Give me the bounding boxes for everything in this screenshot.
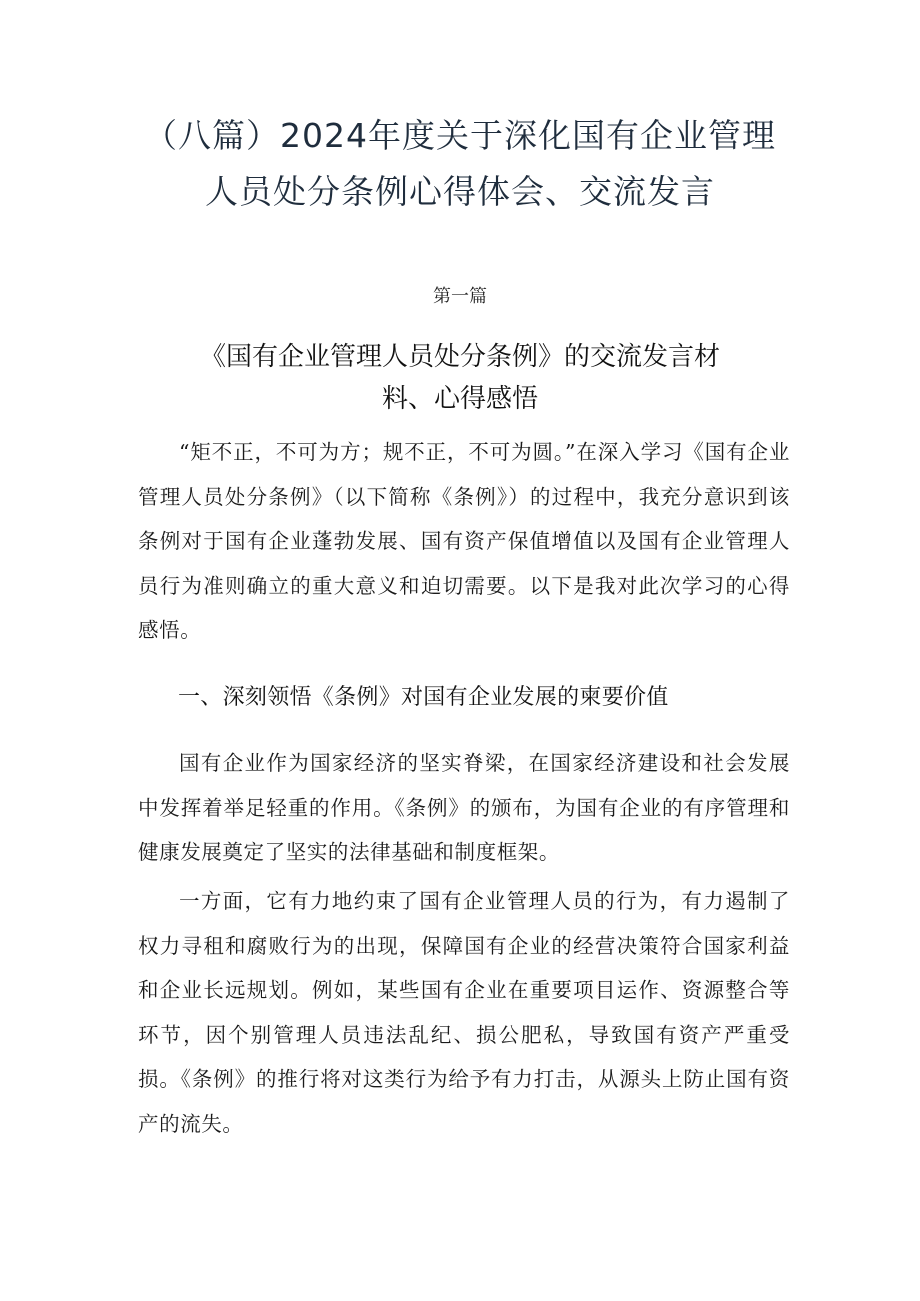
body-paragraph-1: 国有企业作为国家经济的坚实脊梁，在国家经济建设和社会发展中发挥着举足轻重的作用。《条例》的颁布，为国有企业的有序管理和健康发展奠定了坚实的法律基础和制度框架。 (138, 751, 790, 864)
section-label: 第一篇 (433, 286, 487, 307)
section-heading-1: 一、深刻领悟《条例》对国有企业发展的柬要价值 (178, 685, 669, 710)
article-title-line-1: 《国有企业管理人员处分条例》的交流发言材 (199, 342, 720, 372)
article-title-line-2: 料、心得感悟 (381, 384, 538, 414)
article-title (0, 336, 920, 420)
document-title-line-2: 人员处分条例心得体会、交流发言 (205, 172, 715, 211)
intro-paragraph: “矩不正，不可为方；规不正，不可为圆。”在深入学习《国有企业管理人员处分条例》（以下简称《条例》）的过程中，我充分意识到该条例对于国有企业蓬勃发展、国有资产保值增值以及国有企业管理人员行为准则确立的重大意义和迫切需要。以下是我对此次学习的心得感悟。 (138, 440, 790, 642)
document-title-line-1: （八篇）2024年度关于深化国有企业管理 (144, 116, 776, 155)
body-paragraph-2: 一方面，它有力地约束了国有企业管理人员的行为，有力遏制了权力寻租和腐败行为的出现，保障国有企业的经营决策符合国家利益和企业长远规划。例如，某些国有企业在重要项目运作、资源整合等环节，因个别管理人员违法乱纪、损公肥私，导致国有资产严重受损。《条例》的推行将对这类行为给予有力打击，从源头上防止国有资产的流失。 (138, 889, 790, 1136)
document-title (0, 108, 920, 220)
